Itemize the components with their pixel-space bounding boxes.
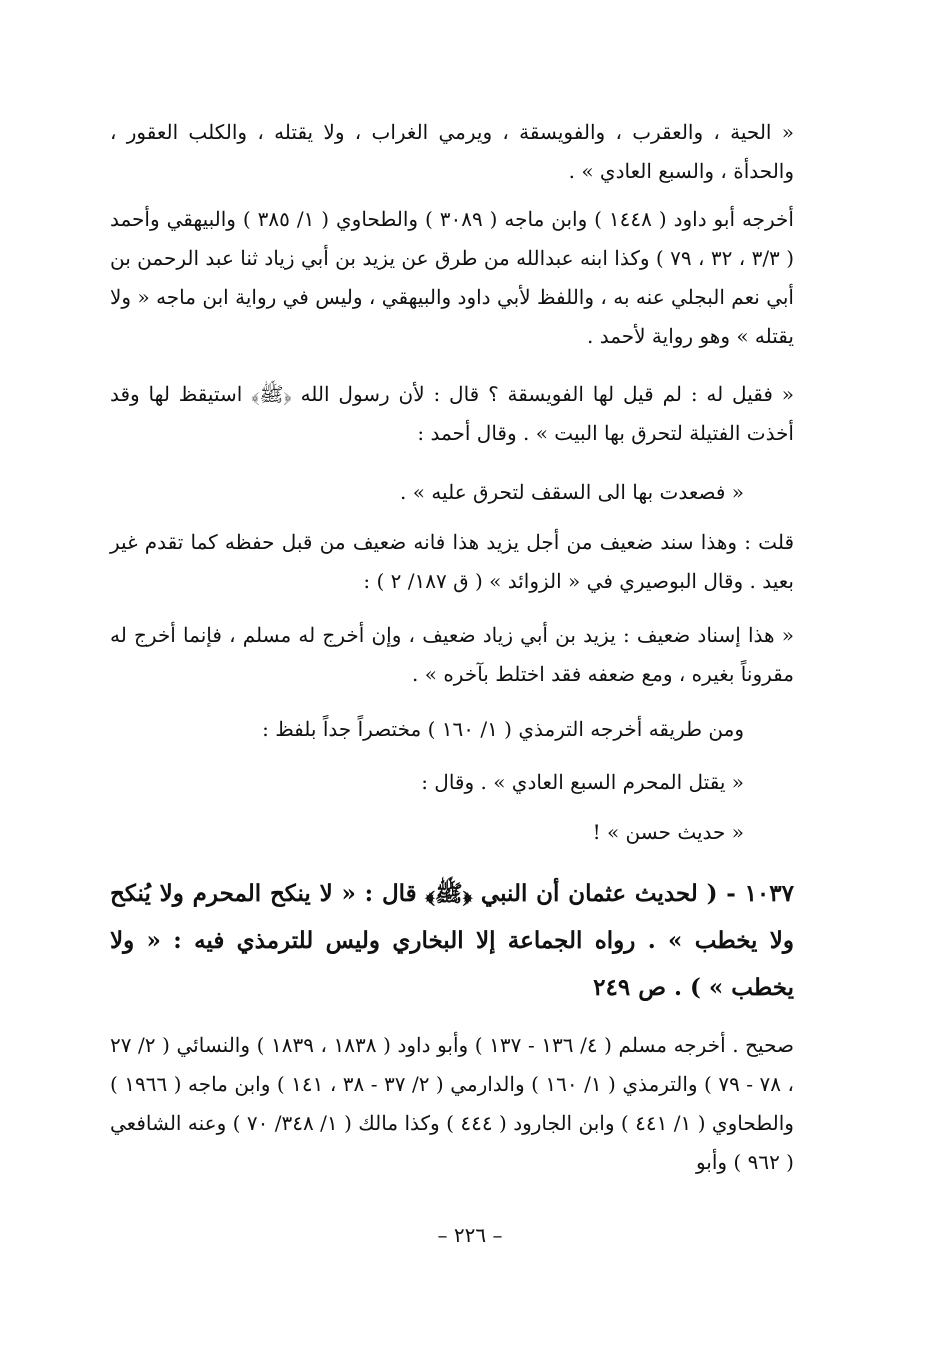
- paragraph-quote-tirmidhi: « يقتل المحرم السبع العادي » . وقال :: [421, 770, 744, 794]
- paragraph-commentary: قلت : وهذا سند ضعيف من أجل يزيد هذا فانه ضعيف من قبل حفظه كما تقدم غير بعيد . وقال البوصيري في « الزوائد » ( ق ١٨٧/ ٢ ) :: [110, 530, 794, 593]
- paragraph-hadith-1037: ١٠٣٧ - ( لحديث عثمان أن النبي ﴿ﷺ﴾ قال : « لا ينكح المحرم ولا يُنكح ولا يخطب » . رواه الجماعة إلا البخاري وليس للترمذي فيه : « ولا يخطب » ) . ص ٢٤٩: [110, 880, 794, 1001]
- paragraph-tirmidhi: ومن طريقه أخرجه الترمذي ( ١/ ١٦٠ ) مختصراً جداً بلفظ :: [262, 717, 744, 741]
- paragraph-sahih: صحيح . أخرجه مسلم ( ٤/ ١٣٦ - ١٣٧ ) وأبو داود ( ١٨٣٨ ، ١٨٣٩ ) والنسائي ( ٢/ ٢٧ ، ٧٨ - ٧٩ ) والترمذي ( ١/ ١٦٠ ) والدارمي ( ٢/ ٣٧ - ٣٨ ، ١٤١ ) وابن ماجه ( ١٩٦٦ ) والطحاوي ( ١/ ٤٤١ ) وابن الجارود ( ٤٤٤ ) وكذا مالك ( ١/ ٣٤٨/ ٧٠ ) وعنه الشافعي ( ٩٦٢ ) وأبو: [110, 1033, 794, 1174]
- paragraph-quote-ahmad: « فصعدت بها الى السقف لتحرق عليه » .: [400, 480, 744, 504]
- paragraph-quote-busiri: « هذا إسناد ضعيف : يزيد بن أبي زياد ضعيف ، وإن أخرج له مسلم ، فإنما أخرج له مقروناً بغيره ، ومع ضعفه فقد اختلط بآخره » .: [110, 623, 794, 686]
- page-number: – ٢٢٦ –: [437, 1223, 503, 1247]
- paragraph-hasan: « حديث حسن » !: [592, 820, 744, 844]
- paragraph-quote-fuwaysiqa: « فقيل له : لم قيل لها الفويسقة ؟ قال : لأن رسول الله ﴿ﷺ﴾ استيقظ لها وقد أخذت الفتيلة لتحرق بها البيت » . وقال أحمد :: [110, 382, 794, 445]
- paragraph-takhrij: أخرجه أبو داود ( ١٤٤٨ ) وابن ماجه ( ٣٠٨٩ ) والطحاوي ( ١/ ٣٨٥ ) والبيهقي وأحمد ( ٣/٣ ، ٣٢ ، ٧٩ ) وكذا ابنه عبدالله من طرق عن يزيد بن أبي زياد ثنا عبد الرحمن بن أبي نعم البجلي عنه به ، واللفظ لأبي داود والبيهقي ، وليس في رواية ابن ماجه « ولا يقتله » وهو رواية لأحمد .: [110, 207, 795, 348]
- paragraph-hadith-continuation: « الحية ، والعقرب ، والفويسقة ، ويرمي الغراب ، ولا يقتله ، والكلب العقور ، والحدأة ، والسبع العادي » .: [110, 120, 794, 183]
